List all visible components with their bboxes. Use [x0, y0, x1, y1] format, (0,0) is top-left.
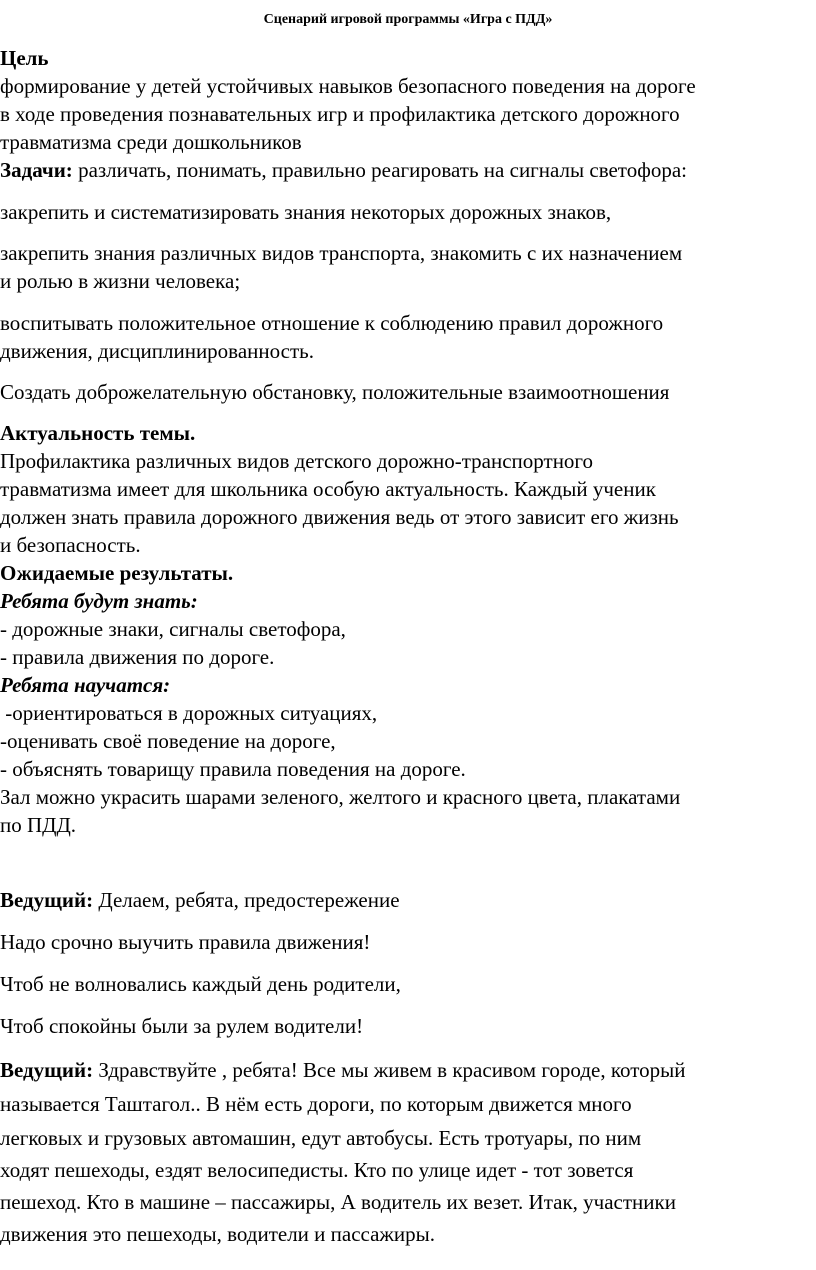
- task-item: закрепить знания различных видов транспорта, знакомить с их назначением: [0, 241, 683, 265]
- host2-first-text: Здравствуйте , ребята! Все мы живем в красивом городе, который: [93, 1058, 686, 1082]
- goal-line: формирование у детей устойчивых навыков безопасного поведения на дороге: [0, 74, 696, 98]
- know-heading: Ребята будут знать:: [0, 589, 198, 613]
- know-item: - правила движения по дороге.: [0, 645, 275, 669]
- task-item: и ролью в жизни человека;: [0, 269, 241, 293]
- decor-line: по ПДД.: [0, 813, 77, 837]
- host2-line: движения это пешеходы, водители и пассажиры.: [0, 1222, 436, 1246]
- relevance-line: и безопасность.: [0, 533, 141, 557]
- task-item: Создать доброжелательную обстановку, положительные взаимоотношения: [0, 380, 670, 404]
- learn-item: - объяснять товарищу правила поведения на дороге.: [0, 757, 466, 781]
- host2-line: называется Таштагол.. В нём есть дороги, по которым движется много: [0, 1092, 632, 1116]
- host1-first-text: Делаем, ребята, предостережение: [93, 888, 400, 912]
- goal-heading: Цель: [0, 46, 49, 70]
- know-item: - дорожные знаки, сигналы светофора,: [0, 617, 346, 641]
- tasks-heading: Задачи:: [0, 158, 73, 182]
- task-item: движения, дисциплинированность.: [0, 339, 314, 363]
- tasks-first-text: различать, понимать, правильно реагировать на сигналы светофора:: [72, 158, 687, 182]
- relevance-line: травматизма имеет для школьника особую актуальность. Каждый ученик: [0, 477, 656, 501]
- relevance-line: должен знать правила дорожного движения ведь от этого зависит его жизнь: [0, 505, 679, 529]
- task-item: закрепить и систематизировать знания некоторых дорожных знаков,: [0, 200, 612, 224]
- host2-line: пешеход. Кто в машине – пассажиры, А водитель их везет. Итак, участники: [0, 1190, 676, 1214]
- tasks-first-line: [0, 157, 687, 183]
- goal-line: травматизма среди дошкольников: [0, 130, 302, 154]
- host1-line: Чтоб не волновались каждый день родители,: [0, 972, 401, 996]
- learn-heading: Ребята научатся:: [0, 673, 171, 697]
- document-title: Сценарий игровой программы «Игра с ПДД»: [263, 12, 553, 27]
- learn-item: -ориентироваться в дорожных ситуациях,: [0, 701, 378, 725]
- results-heading: Ожидаемые результаты.: [0, 561, 234, 585]
- relevance-line: Профилактика различных видов детского дорожно-транспортного: [0, 449, 594, 473]
- goal-line: в ходе проведения познавательных игр и профилактика детского дорожного: [0, 102, 680, 126]
- host1-first-line: [0, 887, 400, 913]
- relevance-heading: Актуальность темы.: [0, 421, 196, 445]
- host2-line: легковых и грузовых автомашин, едут автобусы. Есть тротуары, по ним: [0, 1126, 642, 1150]
- learn-item: -оценивать своё поведение на дороге,: [0, 729, 336, 753]
- host2-first-line: [0, 1057, 685, 1083]
- host2-speaker: Ведущий:: [0, 1058, 94, 1082]
- host1-speaker: Ведущий:: [0, 888, 94, 912]
- host2-line: ходят пешеходы, ездят велосипедисты. Кто по улице идет - тот зовется: [0, 1158, 634, 1182]
- task-item: воспитывать положительное отношение к соблюдению правил дорожного: [0, 311, 664, 335]
- host1-line: Чтоб спокойны были за рулем водители!: [0, 1014, 364, 1038]
- decor-line: Зал можно украсить шарами зеленого, желтого и красного цвета, плакатами: [0, 785, 681, 809]
- host1-line: Надо срочно выучить правила движения!: [0, 930, 371, 954]
